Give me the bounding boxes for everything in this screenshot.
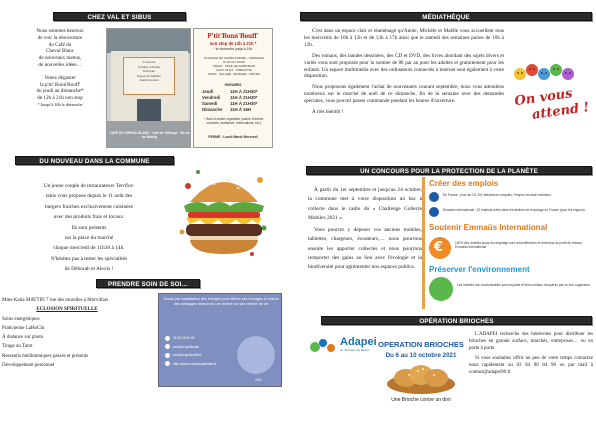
on-vous-attend-slogan: [493, 83, 596, 146]
flyer-closed-days: FERMÉ : Lundi Mardi Mercredi: [208, 135, 258, 139]
soin-item: À distance sur photo: [2, 335, 44, 341]
burger-tomato: [188, 212, 260, 218]
hours-day: Jeudi: [202, 89, 214, 94]
brioches-banner: OPÉRATION BRIOCHES: [321, 316, 592, 325]
soin-item: Tirage au Tarot: [2, 344, 33, 350]
val-note: * Jusqu'à 16h le dimanche: [37, 101, 83, 107]
nouveau-line: N'hésitez pas à tester les spécialités: [50, 255, 128, 262]
concours-text: [308, 186, 422, 276]
photo-caption: CAFÉ DU CHEVAL BLANC · Café de Villerupt · 26 rue de Mutzig: [109, 131, 190, 139]
nouveau-text: [18, 181, 160, 275]
flyer-hours-title: HORAIRES: [224, 83, 242, 87]
slogan-line: On vous: [513, 86, 574, 110]
infographic-row: Les mobiles non revalorisables sont recyclés et leurs métaux récupérés par un éco-organisme.: [457, 283, 591, 287]
sign-line: Concerts: [142, 60, 156, 64]
infographic-row: En France : plus de 211 000 téléphones recyclés, l'emploi est ainsi maintenu.: [443, 193, 552, 197]
burger-top-bun: [190, 182, 258, 202]
flyer-menu-item: FAUX FILET · OMELETTE: [216, 68, 252, 72]
nouveau-line: chaque mercredi de 11h30 à 14h.: [53, 245, 125, 252]
operation-don: Une Brioche contre un don: [391, 397, 451, 403]
bonn-bouff-flyer: [193, 28, 273, 148]
soin-card: [158, 293, 282, 387]
hours-time: 11H À 16H: [230, 107, 252, 112]
soin-item: Soins énergétiques: [2, 316, 40, 322]
soin-card-text: Travail par canalisation des énergies pour libérer ses blocages et obtenir des messages dans le but de revenir sur son chemin de vie: [163, 297, 279, 306]
contact-row: [165, 351, 235, 360]
hours-time: 11H À 21H30*: [230, 89, 258, 94]
val-line: Nous sommes heureux: [36, 28, 84, 34]
val-line: de voir la réouverture: [37, 34, 83, 41]
euro-glyph: €: [434, 240, 444, 255]
nouveau-line: sur la place du marché: [64, 235, 114, 242]
flyer-menu: [198, 56, 270, 76]
mediatheque-paragraph: À très bientôt !: [312, 109, 344, 116]
soin-text: [2, 296, 166, 370]
soin-banner: PRENDRE SOIN DE SOI…: [96, 279, 200, 288]
soin-intro: Mme Katia MATTIN 7 rue des tourelles à Morvillars: [2, 298, 109, 303]
brioches-paragraph: [469, 355, 593, 376]
sign-line: Anniversaires: [139, 78, 159, 82]
flyer-menu-item: PLANCHE DE CHARCUTERIE – FROMAGE: [203, 56, 265, 60]
people-icon: [429, 207, 439, 217]
burger-bottom-bun: [190, 240, 258, 254]
mediatheque-text: [304, 28, 504, 120]
burger-patty: [186, 224, 262, 236]
nouveau-line: avec des produits frais et locaux.: [53, 214, 125, 221]
planet-icon: [429, 277, 453, 301]
contact-text: eclosion.spirituelle: [173, 344, 200, 349]
soin-card-year: 2021: [255, 378, 263, 382]
contact-text: eclosionspirituelle90: [173, 353, 202, 357]
smileys-icon: [512, 60, 576, 86]
infographic-row: Emmaüs International : 22 emplois créés dans les ateliers de recyclage en France (pour les régions).: [443, 208, 586, 212]
nouveau-line: tains vous propose depuis le 11 août des: [45, 193, 133, 200]
nouveau-banner: DU NOUVEAU DANS LA COMMUNE: [15, 156, 174, 165]
flyer-hours: [202, 89, 268, 113]
soin-heading: ECLOSION SPIRITUELLE: [36, 307, 98, 313]
contact-text: 06.29.23.80.48: [173, 336, 195, 340]
val-line: du Café du: [48, 41, 72, 48]
brioches-contact-text: Si vous souhaitez offrir un peu de votre temps contactez nous rapidement au 03 84 90 84 90 ou par mail à contact@adapei90.fr: [469, 356, 593, 375]
concours-banner: UN CONCOURS POUR LA PROTECTION DE LA PLANÈTE: [306, 166, 592, 175]
val-text: [2, 28, 118, 107]
flyer-menu-item: PIZZA · SALADE · BURGER · FRITES: [208, 72, 260, 76]
sign-line: Karaoké: [143, 69, 155, 73]
operation-dates: Du 6 au 10 octobre 2021: [385, 352, 457, 359]
sign-line: Soirées à thème: [137, 64, 161, 69]
brioches-text: [469, 331, 593, 379]
collecte-infographic: [422, 177, 594, 309]
soin-item: Praticienne LaHoChi: [2, 325, 45, 331]
infographic-title-emmaus: Soutenir Emmaüs International: [429, 223, 548, 232]
val-line: Cheval Blanc: [45, 48, 75, 55]
hours-time: 11H À 21H30*: [230, 101, 258, 106]
brioche-illustration: [376, 360, 466, 396]
flyer-menu-item: STEAK · PAVE DE RUMSTEAK: [212, 64, 256, 68]
soin-card-contacts: [165, 334, 235, 368]
france-map-icon: [429, 192, 439, 202]
flyer-note: * Sauf si soirée organisée (soirée à thème, concerts, ambiance, réservations, etc.): [203, 117, 265, 126]
soin-item: Ressentis médiumniques passés et présents: [2, 353, 89, 359]
val-line: de nouvelles idées…: [38, 61, 82, 68]
nouveau-line: de Déborah et Alexis !: [64, 266, 114, 273]
soin-item: Développement personnel: [2, 363, 55, 369]
sign-line: Repas de famille: [137, 73, 161, 78]
facebook-icon: [165, 344, 170, 349]
lotus-icon: [237, 336, 275, 374]
brioches-paragraph: L'ADAPEI recherche des bénévoles pour distribuer les brioches en grande surface, marchés, entreprises… ou en porte à porte.: [469, 332, 593, 351]
concours-paragraph: À partir du 1er septembre et jusqu'au 24 octobre, la commune met à votre disposition un bac à collecte dans le cadre du « Challenge Collecte Mobiles 2021 ».: [308, 187, 422, 221]
contact-row: [165, 360, 235, 369]
chez-val-banner: CHEZ VAL ET SIBUS: [53, 12, 186, 21]
flyer-menu-item: PLAT DU JOUR: [223, 60, 245, 64]
adapei-logo-tagline: du Territoire de Belfort: [340, 348, 370, 352]
adapei-logo-text: Adapei: [340, 336, 377, 348]
mediatheque-banner: MÉDIATHÈQUE: [300, 12, 592, 21]
flyer-subtitle-note: * le dimanche jusqu'à 16h: [213, 47, 253, 51]
val-line: de nouveaux menus,: [38, 55, 82, 62]
hours-time: 11H À 21H30*: [230, 95, 258, 100]
val-line: Venez déguster: [44, 74, 76, 81]
infographic-title-environnement: Préserver l'environnement: [429, 265, 530, 274]
val-line: la p'tit' Bonn'Bouff': [39, 81, 81, 88]
infographic-title-emplois: Créer des emplois: [429, 179, 499, 188]
hours-day: Vendredi: [202, 95, 221, 100]
flyer-subtitle: non stop de 12h à 21h *: [209, 41, 257, 46]
contact-row: [165, 334, 235, 343]
web-icon: [165, 361, 170, 366]
operation-title: OPERATION BRIOCHES: [378, 340, 464, 349]
instagram-icon: [165, 353, 170, 358]
concours-paragraph: Vous pourrez y déposer vos anciens mobiles, tablettes, chargeurs, écouteurs,… nous pourrons ensuite les apporter collectés et nous pourrons remporter des gains au lieu avec l'écologie et la biodiversité pour agrémenter nos espaces publics.: [308, 227, 422, 271]
burger-lettuce: [184, 202, 264, 212]
burger-onion: [190, 236, 258, 240]
nouveau-line: Un jeune couple de restaurateurs Terrifor-: [43, 183, 135, 189]
contact-text: http://www.eclosionspirituelle.fr: [173, 361, 217, 366]
slogan-line: attend !: [531, 100, 591, 123]
flyer-hours-row: [202, 107, 268, 113]
mediatheque-paragraph: Nous proposons également l'achat de nouveautés courant septembre, nous vous attendons nombreux sur le marché de noël de ce dimanche, fin de la semaine avec des demandes spéciales, vous pouvez passer commande pendant les heures d'ouverture.: [304, 84, 504, 105]
nouveau-line: burgers fraiches exclusivement cuisinées: [44, 203, 134, 210]
mediatheque-paragraph: Des romans, des bandes dessinées, des CD et DVD, des livres abordant des sujets divers et variés vous sont proposés pour la somme de 8€ par an pour les adultes et gratuitement pour les enfants. Un espace multimédia avec des ordinateurs connectés à internet sont également à votre disposition.: [304, 52, 504, 80]
val-line: de 12h à 21h non stop: [37, 95, 83, 102]
infographic-row: 100% des mobiles issus du recyclage sont reconditionnés et revendus au profit du réseau Emmaüs International.: [455, 241, 582, 249]
nouveau-line: Ils sont présents: [71, 224, 107, 231]
mediatheque-paragraph: C'est dans un espace clair et réaménagé qu'Annie, Michèle et Maëlle vous accueillent tous les mercredis de 10h à 12h et de 13h à 17h ainsi que le samedi des semaines paires de 10h à 12h.: [304, 28, 504, 48]
phone-icon: [165, 336, 170, 341]
burger-illustration: [168, 158, 280, 270]
hours-day: Samedi: [202, 101, 218, 106]
hours-day: Dimanche: [202, 107, 223, 112]
contact-row: [165, 343, 235, 352]
cafe-sign: [123, 57, 175, 95]
cafe-photo: [106, 28, 191, 148]
flyer-title: P'tit'Bonn'Bouff': [207, 32, 259, 40]
val-line: du jeudi au dimanche*: [36, 88, 84, 95]
